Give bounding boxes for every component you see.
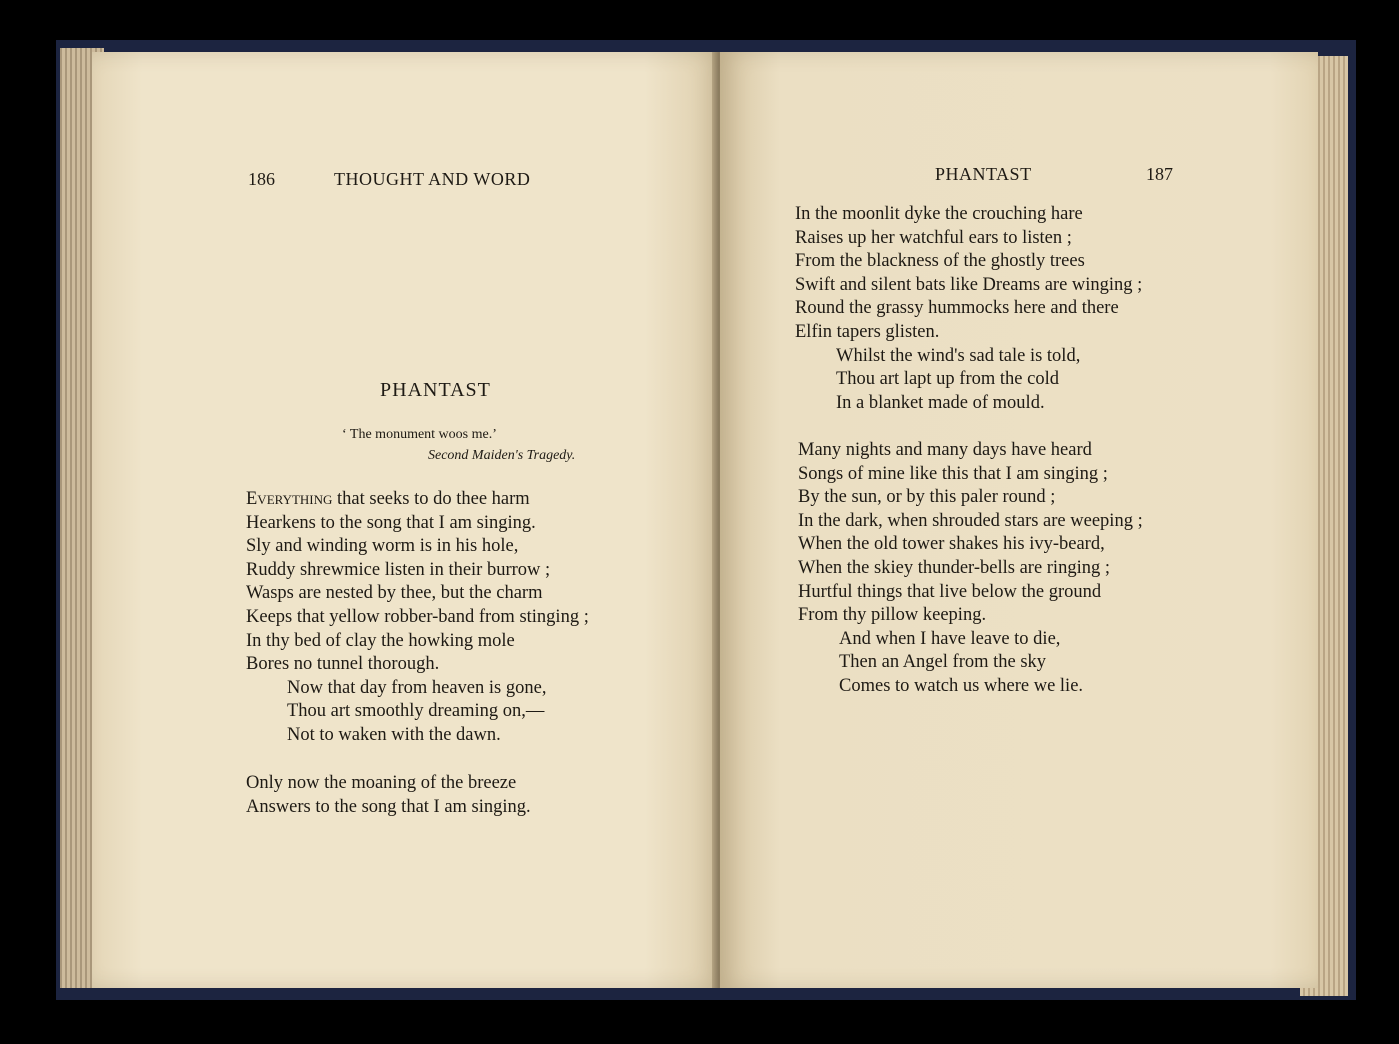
poem-line: In the moonlit dyke the crouching hare [795, 204, 1083, 224]
poem-line: Sly and winding worm is in his hole, [246, 536, 519, 557]
poem-line: When the skiey thunder-bells are ringing ; [798, 557, 1110, 578]
poem-line: Hearkens to the song that I am singing. [246, 512, 536, 533]
right-stanza-1 [795, 203, 1142, 415]
poem-line-indented: Now that day from heaven is gone, [287, 677, 547, 698]
epigraph-quote: ‘ The monument woos me.’ [342, 427, 497, 442]
poem-line: Keeps that yellow robber-band from stinging ; [246, 606, 589, 627]
poem-line-indented: And when I have leave to die, [839, 628, 1061, 649]
left-stanza-1 [246, 488, 589, 748]
poem-line: Bores no tunnel thorough. [246, 654, 440, 675]
right-stanza-2 [798, 439, 1143, 699]
poem-line: From the blackness of the ghostly trees [795, 251, 1085, 272]
right-page [720, 52, 1318, 988]
poem-line: Ruddy shrewmice listen in their burrow ; [246, 559, 551, 580]
poem-line: Only now the moaning of the breeze [246, 773, 517, 793]
poem-line: From thy pillow keeping. [798, 605, 987, 626]
poem-line-indented: Then an Angel from the sky [839, 652, 1047, 673]
poem-title: PHANTAST [380, 379, 491, 401]
poem-line: Everything that seeks to do thee harm [246, 489, 530, 509]
poem-line: Hurtful things that live below the ground [798, 581, 1102, 602]
poem-line-indented: Not to waken with the dawn. [287, 724, 501, 745]
left-running-head: THOUGHT AND WORD [334, 169, 531, 189]
left-page-number: 186 [248, 169, 275, 189]
poem-line: Answers to the song that I am singing. [246, 796, 531, 817]
poem-line: Many nights and many days have heard [798, 440, 1092, 460]
drop-word: Everything [246, 489, 333, 509]
poem-line-indented: Comes to watch us where we lie. [839, 675, 1084, 696]
poem-line: By the sun, or by this paler round ; [798, 487, 1056, 508]
poem-line-indented: Thou art lapt up from the cold [836, 369, 1059, 390]
poem-line-indented: In a blanket made of mould. [836, 392, 1045, 413]
right-running-head: PHANTAST [935, 164, 1032, 184]
poem-line: Raises up her watchful ears to listen ; [795, 227, 1072, 248]
poem-line: In the dark, when shrouded stars are weeping ; [798, 510, 1143, 531]
poem-line: Round the grassy hummocks here and there [795, 298, 1119, 319]
poem-line-indented: Thou art smoothly dreaming on,— [287, 701, 545, 722]
poem-line: Songs of mine like this that I am singing ; [798, 463, 1108, 484]
poem-line: When the old tower shakes his ivy-beard, [798, 534, 1105, 555]
right-page-number: 187 [1146, 164, 1173, 184]
epigraph-source: Second Maiden's Tragedy. [428, 448, 576, 463]
poem-line: Wasps are nested by thee, but the charm [246, 583, 543, 604]
poem-line: In thy bed of clay the howking mole [246, 630, 515, 651]
poem-line: Swift and silent bats like Dreams are winging ; [795, 274, 1143, 295]
poem-line: Elfin tapers glisten. [795, 321, 940, 342]
poem-line-indented: Whilst the wind's sad tale is told, [836, 345, 1081, 366]
left-page [92, 52, 720, 988]
left-stanza-2 [246, 772, 531, 819]
